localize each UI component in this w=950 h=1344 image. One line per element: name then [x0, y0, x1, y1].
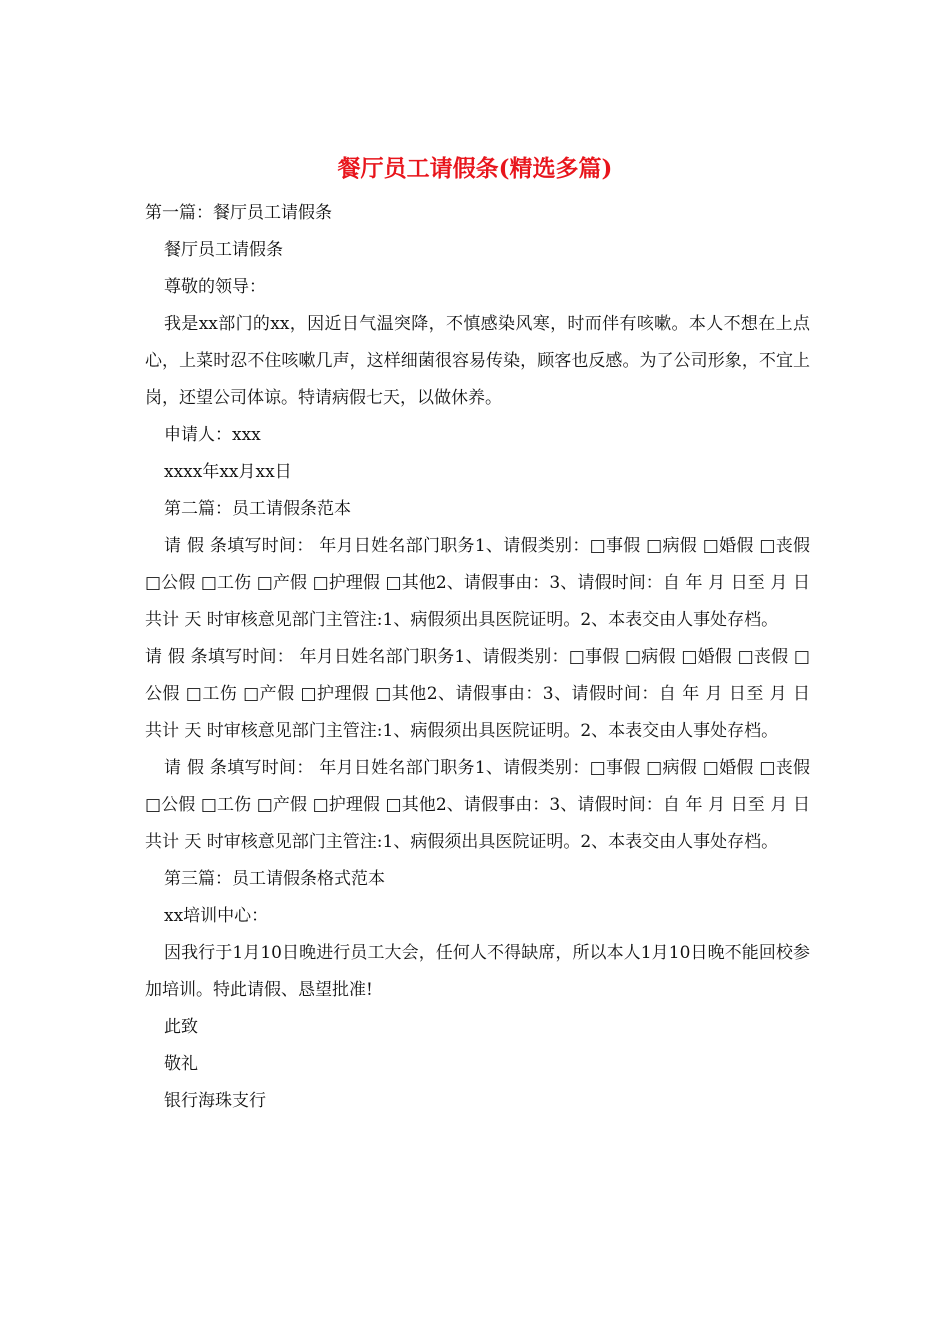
paragraph-14: 此致	[164, 1017, 198, 1037]
paragraph-12: xx培训中心：	[164, 906, 269, 926]
paragraph-4: 我是xx部门的xx，因近日气温突降，不慎感染风寒，时而伴有咳嗽。本人不想在上点心，上菜时忍不住咳嗽几声，这样细菌很容易传染，顾客也反感。为了公司形象，不宜上岗，还望公司体谅。特请病假七天，以做休养。	[145, 314, 810, 408]
document-body	[145, 195, 810, 1120]
document-title: 餐厅员工请假条(精选多篇)	[337, 155, 613, 182]
paragraph-5: 申请人：xxx	[164, 425, 261, 445]
paragraph-8: 请 假 条填写时间： 年月日姓名部门职务1、请假类别：□事假 □病假 □婚假 □丧假 □公假 □工伤 □产假 □护理假 □其他2、请假事由：3、请假时间：自 年 月 日至 月 日 共计 天 时审核意见部门主管注:1、病假须出具医院证明。2、本表交由人事处存档。	[145, 536, 810, 630]
paragraph-2: 餐厅员工请假条	[164, 240, 283, 260]
paragraph-6: xxxx年xx月xx日	[164, 462, 292, 482]
paragraph-15: 敬礼	[164, 1054, 198, 1074]
paragraph-7: 第二篇：员工请假条范本	[164, 499, 351, 519]
paragraph-3: 尊敬的领导：	[164, 277, 266, 297]
paragraph-13: 因我行于1月10日晚进行员工大会，任何人不得缺席，所以本人1月10日晚不能回校参加培训。特此请假、恳望批准!	[145, 943, 810, 1000]
paragraph-11: 第三篇：员工请假条格式范本	[164, 869, 385, 889]
paragraph-10: 请 假 条填写时间： 年月日姓名部门职务1、请假类别：□事假 □病假 □婚假 □丧假 □公假 □工伤 □产假 □护理假 □其他2、请假事由：3、请假时间：自 年 月 日至 月 日 共计 天 时审核意见部门主管注:1、病假须出具医院证明。2、本表交由人事处存档。	[145, 758, 810, 852]
paragraph-16: 银行海珠支行	[164, 1091, 266, 1111]
paragraph-9: 请 假 条填写时间： 年月日姓名部门职务1、请假类别：□事假 □病假 □婚假 □丧假 □公假 □工伤 □产假 □护理假 □其他2、请假事由：3、请假时间：自 年 月 日至 月 日 共计 天 时审核意见部门主管注:1、病假须出具医院证明。2、本表交由人事处存档。	[145, 647, 810, 741]
paragraph-1: 第一篇：餐厅员工请假条	[145, 203, 332, 223]
